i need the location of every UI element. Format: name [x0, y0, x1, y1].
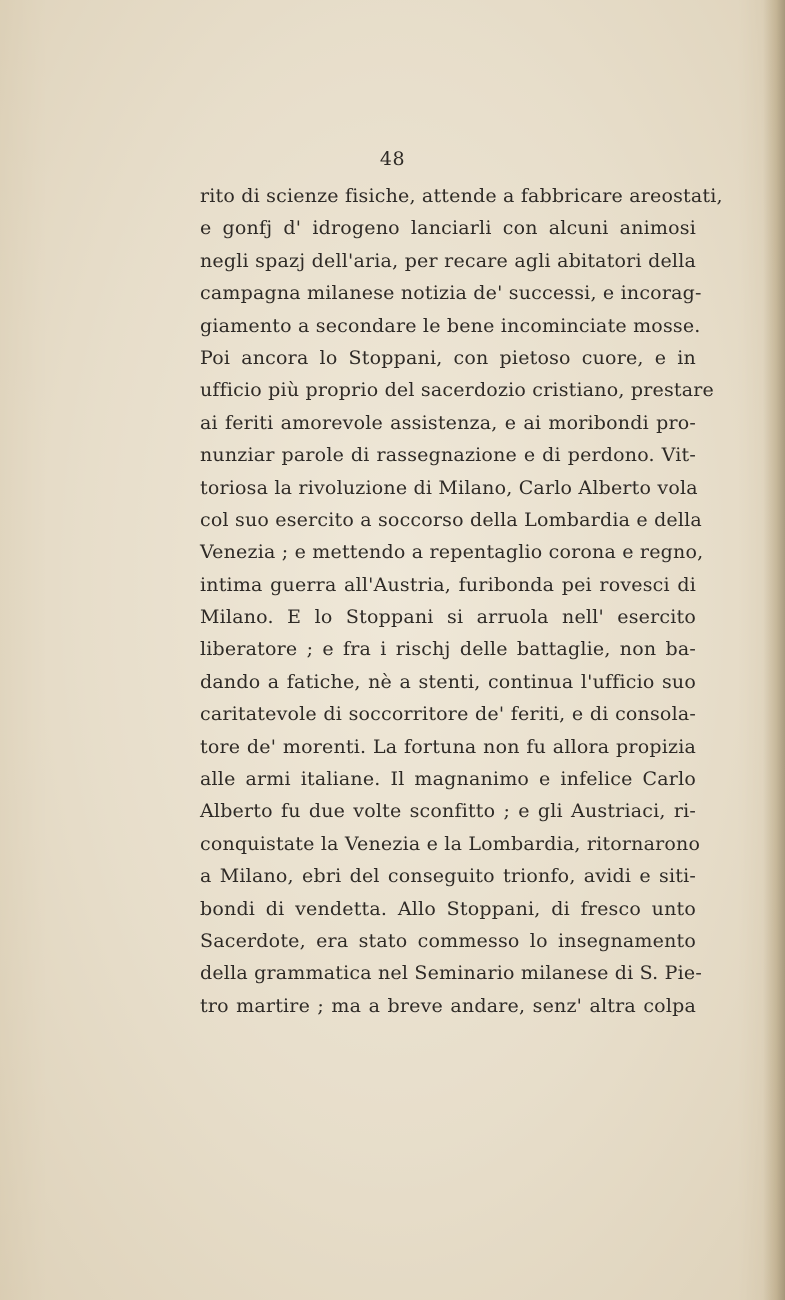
text-line: Venezia ; e mettendo a repentaglio corona e regno, [200, 541, 704, 564]
text-line: della grammatica nel Seminario milanese di S. Pie- [200, 962, 702, 985]
text-line: giamento a secondare le bene incominciate mosse. [200, 314, 701, 337]
text-line: rito di scienze fisiche, attende a fabbricare areostati, [200, 185, 723, 207]
text-line: nunziar parole di rassegnazione e di perdono. Vit- [200, 444, 696, 467]
text-line: Sacerdote, era stato commesso lo insegnamento [200, 929, 696, 952]
text-line: dando a fatiche, nè a stenti, continua l'ufficio suo [200, 670, 696, 693]
text-line: tro martire ; ma a breve andare, senz' altra colpa [200, 994, 696, 1017]
text-line: bondi di vendetta. Allo Stoppani, di fresco unto [200, 897, 696, 920]
body-text [200, 180, 723, 1022]
page-edge-shadow [763, 0, 785, 1300]
text-line: Alberto fu due volte sconfitto ; e gli Austriaci, ri- [200, 800, 696, 823]
page-number: 48 [379, 148, 406, 170]
text-line: alle armi italiane. Il magnanimo e infelice Carlo [200, 768, 696, 791]
text-line: Milano. E lo Stoppani si arruola nell' esercito [200, 606, 696, 629]
text-line: caritatevole di soccorritore de' feriti, e di consola- [200, 703, 696, 726]
text-line: conquistate la Venezia e la Lombardia, ritornarono [200, 832, 701, 855]
text-line: tore de' morenti. La fortuna non fu allora propizia [200, 735, 696, 758]
text-line: Poi ancora lo Stoppani, con pietoso cuore, e in [200, 346, 696, 369]
text-line: liberatore ; e fra i rischj delle battaglie, non ba- [200, 638, 696, 661]
text-line: toriosa la rivoluzione di Milano, Carlo Alberto vola [200, 476, 698, 499]
text-line: a Milano, ebri del conseguito trionfo, avidi e siti- [200, 865, 696, 888]
text-line: col suo esercito a soccorso della Lombardia e della [200, 508, 702, 531]
text-line: campagna milanese notizia de' successi, e incorag- [200, 282, 702, 305]
text-line: ai feriti amorevole assistenza, e ai moribondi pro- [200, 411, 696, 434]
text-line: intima guerra all'Austria, furibonda pei rovesci di [200, 573, 696, 596]
text-line: e gonfj d' idrogeno lanciarli con alcuni animosi [200, 217, 696, 240]
text-line: ufficio più proprio del sacerdozio cristiano, prestare [200, 379, 714, 402]
text-line: negli spazj dell'aria, per recare agli abitatori della [200, 249, 696, 272]
